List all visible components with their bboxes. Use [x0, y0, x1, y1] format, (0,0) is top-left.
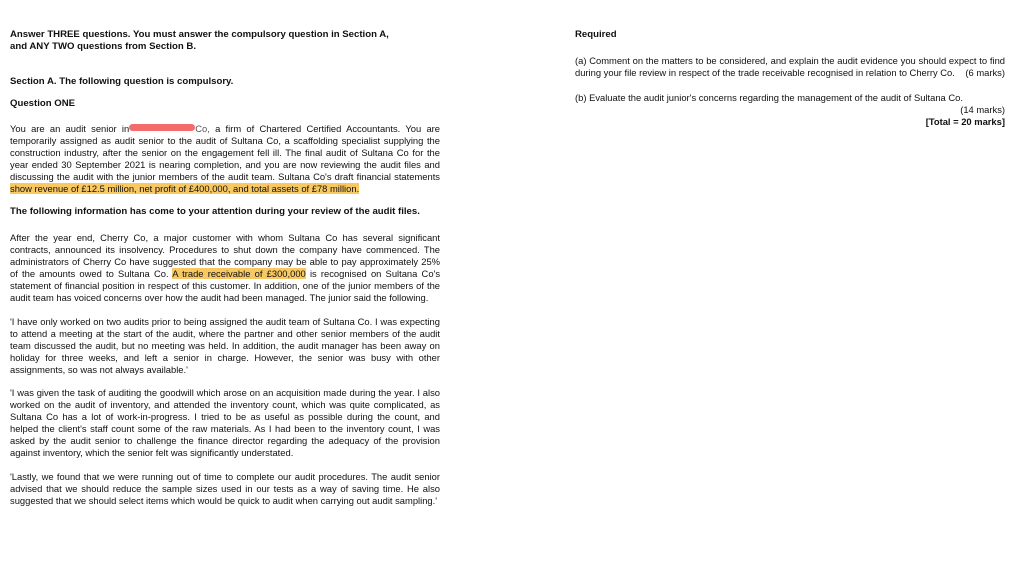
cherry-text-1: After the year end, Cherry Co, a major customer with whom Sultana Co has several significant contracts, announced its insolvency. Procedures to shut down the company have commenced. The administrators of Cherry Co have suggested that the company may be able to pay approximately 25% of the amounts owed to Sultana Co.	[10, 232, 440, 280]
section-a-heading: Section A. The following question is compulsory.	[10, 76, 234, 87]
junior-quote-2: 'I was given the task of auditing the goodwill which arose on an acquisition made during the year. I also worked on the audit of inventory, and attended the inventory count, which was quite complicated, as Sultana Co has a lot of work-in-progress. I tried to be as useful as possible during the count, and helped the client's staff count some of the raw materials. As I had been to the inventory count, I was asked by the audit senior to challenge the finance director regarding the adequacy of the provision against inventory, which the senior felt was significantly understated.	[10, 387, 440, 458]
intro-paragraph	[10, 123, 440, 194]
exam-instructions	[10, 29, 440, 53]
required-part-b	[575, 92, 1005, 128]
intro-text-2: a firm of Chartered Certified Accountants. You are temporarily assigned as audit senior to the audit of Sultana Co, a scaffolding specialist supplying the construction industry, after the senior on the engagement fell ill. The final audit of Sultana Co for the year ended 30 September 2021 is nearing completion, and you are now reviewing the audit files and discussing the audit with the junior members of the audit team. Sultana Co's draft financial statements	[10, 123, 440, 182]
required-heading: Required	[575, 29, 617, 40]
part-a-text	[575, 55, 1005, 79]
required-part-a	[575, 55, 1005, 79]
instructions-line-2: and ANY TWO questions from Section B.	[10, 41, 197, 52]
required-column	[575, 29, 1005, 128]
cherry-paragraph	[10, 232, 440, 303]
question-column	[10, 29, 440, 507]
part-b-text: (b) Evaluate the audit junior's concerns regarding the management of the audit of Sultana Co.	[575, 91, 963, 103]
junior-quote-3: 'Lastly, we found that we were running out of time to complete our audit procedures. The audit senior advised that we should reduce the sample sizes used in our tests as a way of saving time. He also suggested that we should select items which would be quick to audit when carrying out audit sampling.'	[10, 470, 440, 506]
question-heading: Question ONE	[10, 98, 76, 109]
redaction-mark	[129, 124, 195, 131]
intro-highlight: show revenue of £12.5 million, net profit of £400,000, and total assets of £78 million.	[10, 182, 360, 194]
part-a-body: (a) Comment on the matters to be considered, and explain the audit evidence you should expect to find during your file review in respect of the trade receivable recognised in relation to Cherry Co.	[575, 55, 1005, 78]
cherry-text-2: is recognised on Sultana Co's statement of financial position in respect of this customer. In addition, one of the junior members of the audit team has voiced concerns over how the audit had been managed. The junior said the following.	[10, 268, 441, 303]
part-b-marks: (14 marks)	[960, 103, 1005, 115]
cherry-highlight: A trade receivable of £300,000	[172, 268, 306, 280]
instructions-line-1: Answer THREE questions. You must answer the compulsory question in Section A,	[10, 29, 389, 40]
part-a-marks: (6 marks)	[965, 66, 1005, 78]
total-marks: [Total = 20 marks]	[925, 115, 1005, 127]
redacted-tail: Co,	[195, 123, 210, 134]
info-heading: The following information has come to your attention during your review of the audit files.	[10, 206, 420, 218]
junior-quote-1: 'I have only worked on two audits prior to being assigned the audit team of Sultana Co. I was expecting to attend a meeting at the start of the audit, where the partner and other senior members of the audit team discussed the audit, but no meeting was held. In addition, the audit manager has been away on holiday for three weeks, and left a senior in charge. However, the senior was busy with other assignments, so was not always available.'	[10, 315, 440, 375]
intro-text-1: You are an audit senior in	[10, 123, 130, 134]
